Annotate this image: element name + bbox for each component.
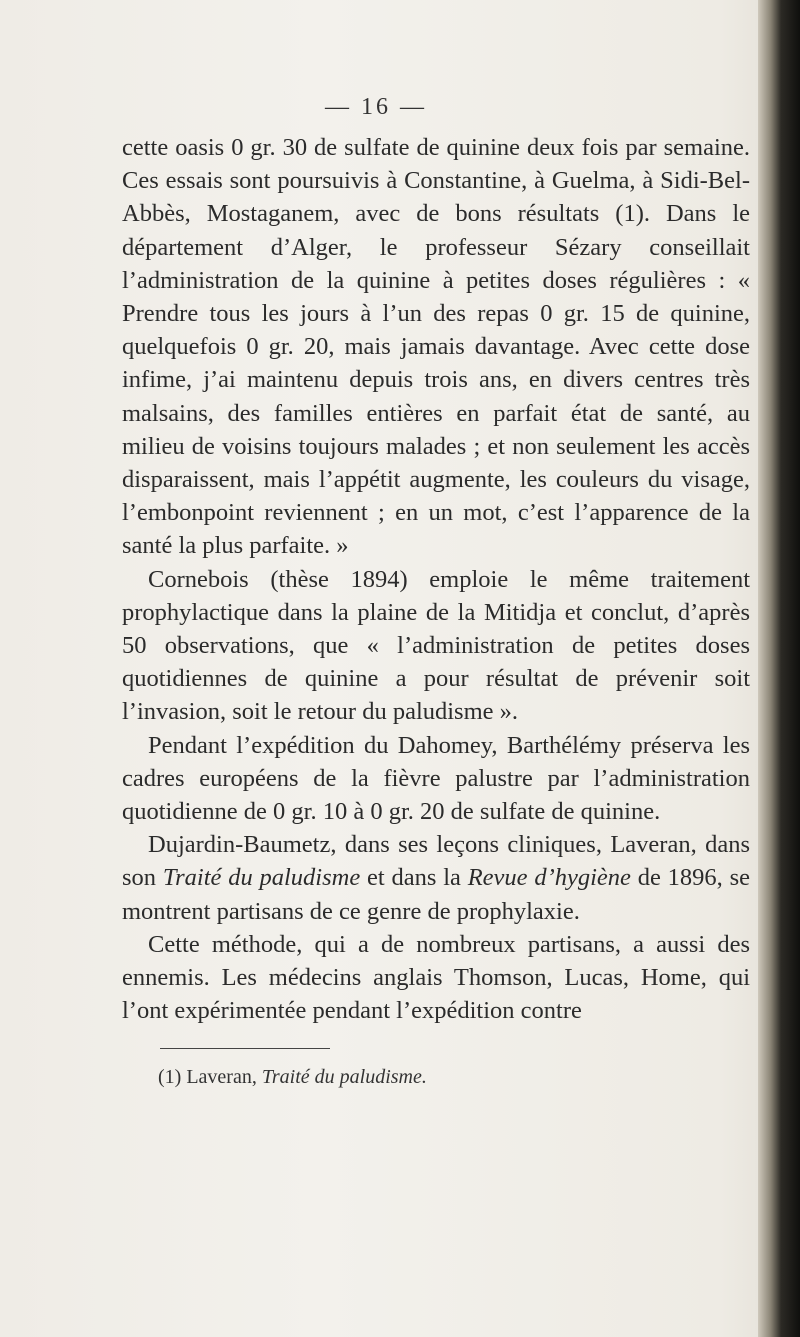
- paragraph-4-text-2: et dans la: [360, 864, 468, 892]
- book-title-traite: Traité du paludisme: [162, 864, 361, 892]
- body-text: [122, 131, 750, 1027]
- footnote-divider: [160, 1048, 330, 1049]
- paragraph-4-text-1: Dujardin-Baumetz, dans ses leçons cliniques, Laveran, dans son: [122, 831, 750, 892]
- footnote-author: Laveran,: [181, 1066, 262, 1088]
- paragraph-3: Pendant l’expédition du Dahomey, Barthélémy préserva les cadres européens de la fièvre palustre par l’administration quotidienne de 0 gr. 10 à 0 gr. 20 de sulfate de quinine.: [122, 731, 750, 826]
- page-number: — 16 —: [325, 94, 427, 120]
- paragraph-4: [122, 828, 750, 928]
- book-binding-shadow: [758, 0, 800, 1337]
- journal-title-revue: Revue d’hygiène: [467, 864, 631, 892]
- paragraph-1: cette oasis 0 gr. 30 de sulfate de quinine deux fois par semaine. Ces essais sont poursuivis à Constantine, à Guelma, à Sidi-Bel-Abbès, Mostaganem, avec de bons résultats (1). Dans le département d’Alger, le professeur Sézary conseillait l’administration de la quinine à petites doses régulières : « Prendre tous les jours à l’un des repas 0 gr. 15 de quinine, quelquefois 0 gr. 20, mais jamais davantage. Avec cette dose infime, j’ai maintenu depuis trois ans, en divers centres très malsains, des familles entières en parfait état de santé, au milieu de voisins toujours malades ; et non seulement les accès disparaissent, mais l’appétit augmente, les couleurs du visage, l’embonpoint reviennent ; en un mot, c’est l’apparence de la santé la plus parfaite. »: [122, 134, 750, 560]
- paragraph-5: Cette méthode, qui a de nombreux partisans, a aussi des ennemis. Les médecins anglais Thomson, Lucas, Home, qui l’ont expérimentée pendant l’expédition contre: [122, 930, 750, 1025]
- paragraph-4-text-3: de 1896, se montrent partisans de ce genre de prophylaxie.: [122, 864, 750, 925]
- footnote-title: Traité du paludisme.: [261, 1066, 427, 1088]
- footnote-marker: (1): [158, 1066, 182, 1088]
- paragraph-2: Cornebois (thèse 1894) emploie le même traitement prophylactique dans la plaine de la Mitidja et conclut, d’après 50 observations, que « l’administration de petites doses quotidiennes de quinine a pour résultat de prévenir soit l’invasion, soit le retour du paludisme ».: [122, 565, 750, 726]
- footnote: [158, 1066, 718, 1089]
